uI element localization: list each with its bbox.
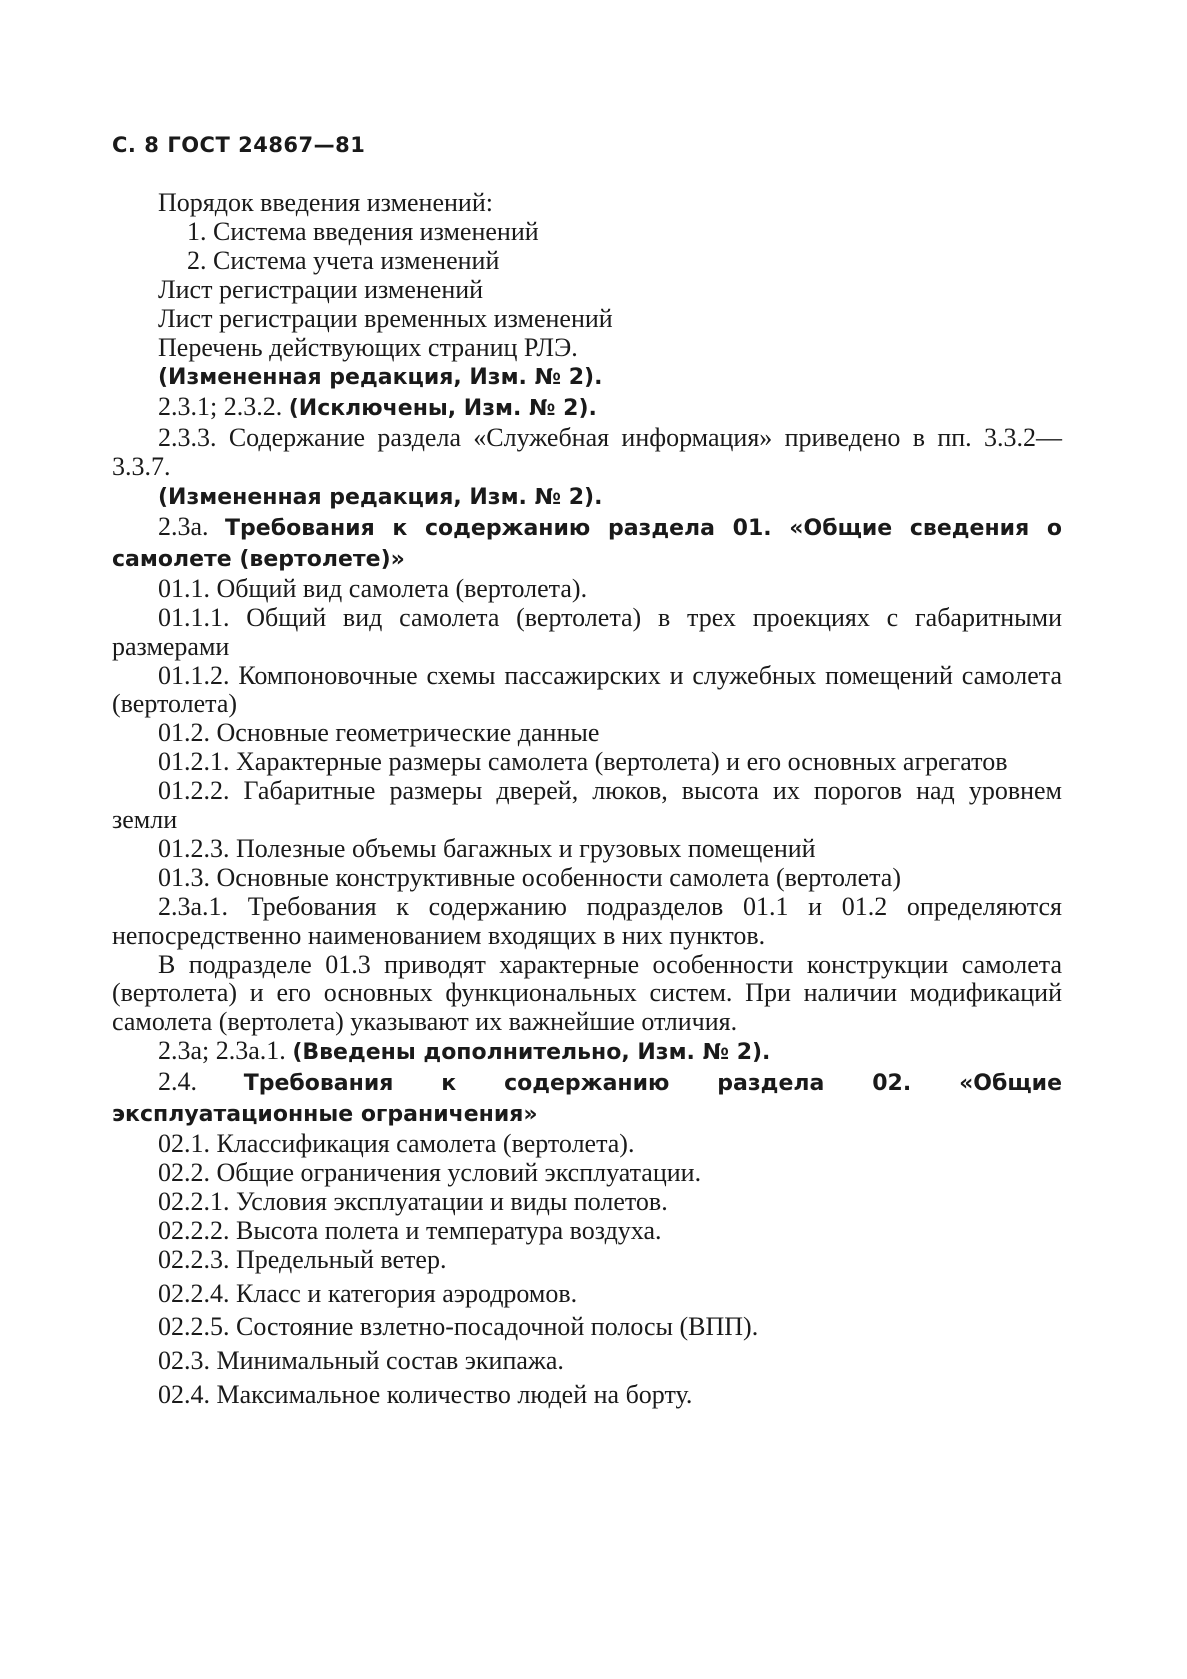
amendment-note: (Измененная редакция, Изм. № 2). xyxy=(158,485,603,511)
clause: 01.1. Общий вид самолета (вертолета). xyxy=(158,573,588,603)
document-body xyxy=(112,189,1062,1410)
clause: 2.3.1; 2.3.2. (Исключены, Изм. № 2). xyxy=(158,392,597,422)
clause: 02.1. Классификация самолета (вертолета). xyxy=(158,1129,635,1158)
text-line: Перечень действующих страниц РЛЭ. xyxy=(158,332,578,362)
section-heading: 2.4. Требования к содержанию раздела 02. «Общие эксплуатационные ограничения» xyxy=(112,1067,1063,1128)
text-line: Лист регистрации временных изменений xyxy=(158,303,613,333)
amendment-note: (Измененная редакция, Изм. № 2). xyxy=(158,365,603,391)
clause: 2.3.3. Содержание раздела «Служебная информация» приведено в пп. 3.3.2—3.3.7. xyxy=(112,423,1062,482)
clause: 02.3. Минимальный состав экипажа. xyxy=(158,1346,564,1376)
clause: 02.4. Максимальное количество людей на борту. xyxy=(158,1380,693,1410)
list-item: 2. Система учета изменений xyxy=(187,245,500,275)
clause: 02.2.4. Класс и категория аэродромов. xyxy=(158,1278,578,1308)
standard-designation: ГОСТ 24867—81 xyxy=(167,133,366,157)
clause: 02.2.2. Высота полета и температура воздуха. xyxy=(158,1215,662,1245)
clause: 02.2.5. Состояние взлетно-посадочной полосы (ВПП). xyxy=(158,1312,759,1342)
clause: 01.1.2. Компоновочные схемы пассажирских и служебных помещений самолета (вертолета) xyxy=(112,660,1062,719)
text-line: Порядок введения изменений: xyxy=(158,188,493,217)
clause: 01.3. Основные конструктивные особенности самолета (вертолета) xyxy=(158,862,901,892)
clause: 01.2.1. Характерные размеры самолета (вертолета) и его основных агрегатов xyxy=(158,747,1008,777)
clause: 02.2.1. Условия эксплуатации и виды полетов. xyxy=(158,1186,668,1216)
clause: 01.2. Основные геометрические данные xyxy=(158,718,600,748)
text-line: Лист регистрации изменений xyxy=(158,274,484,304)
clause: 02.2.3. Предельный ветер. xyxy=(158,1244,447,1274)
clause: 01.2.2. Габаритные размеры дверей, люков, высота их порогов над уровнем земли xyxy=(112,776,1062,835)
paragraph: В подразделе 01.3 приводят характерные особенности конструкции самолета (вертолета) и его основных функциональных систем. При наличии модификаций самолета (вертолета) указывают их важнейшие отличия. xyxy=(112,949,1062,1037)
page-number: С. 8 xyxy=(112,133,160,157)
clause: 2.3а.1. Требования к содержанию подразделов 01.1 и 01.2 определяются непосредственно наименованием входящих в них пунктов. xyxy=(112,891,1062,950)
list-item: 1. Система введения изменений xyxy=(187,216,539,246)
section-heading: 2.3а. Требования к содержанию раздела 01. «Общие сведения о самолете (вертолете)» xyxy=(112,511,1062,572)
clause: 01.2.3. Полезные объемы багажных и грузовых помещений xyxy=(158,833,816,863)
amendment-note: 2.3а; 2.3а.1. (Введены дополнительно, Изм. № 2). xyxy=(158,1036,771,1066)
page-header xyxy=(112,133,365,157)
clause: 01.1.1. Общий вид самолета (вертолета) в трех проекциях с габаритными размерами xyxy=(112,602,1062,661)
clause: 02.2. Общие ограничения условий эксплуатации. xyxy=(158,1157,702,1187)
